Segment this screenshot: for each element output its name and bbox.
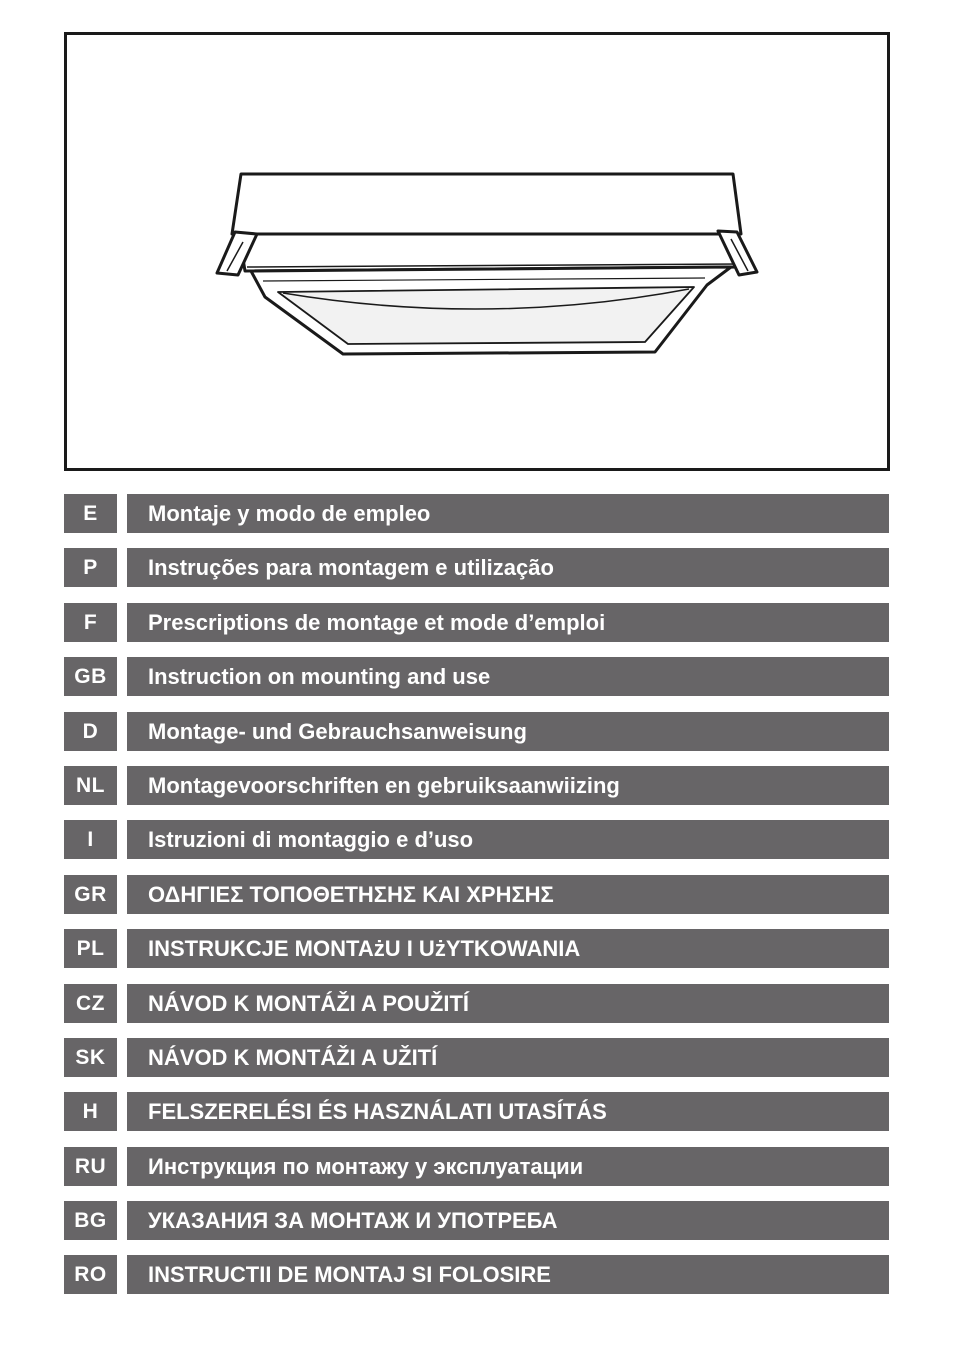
language-row (64, 548, 889, 587)
product-illustration-frame (64, 32, 890, 471)
language-code-badge: E (64, 494, 117, 533)
language-code-badge: PL (64, 929, 117, 968)
language-code-badge: CZ (64, 984, 117, 1023)
language-title-bar: Instruction on mounting and use (127, 657, 889, 696)
language-title-bar: FELSZERELÉSI ÉS HASZNÁLATI UTASÍTÁS (127, 1092, 889, 1131)
language-row (64, 984, 889, 1023)
language-row (64, 1147, 889, 1186)
language-row (64, 657, 889, 696)
language-row (64, 494, 889, 533)
language-row (64, 875, 889, 914)
language-code-badge: H (64, 1092, 117, 1131)
language-row (64, 1255, 889, 1294)
language-row (64, 712, 889, 751)
language-title-bar: Instruções para montagem e utilização (127, 548, 889, 587)
language-code-badge: I (64, 820, 117, 859)
language-title-bar: Montage- und Gebrauchsanweisung (127, 712, 889, 751)
language-title-bar: Montagevoorschriften en gebruiksaanwiizing (127, 766, 889, 805)
language-code-badge: BG (64, 1201, 117, 1240)
language-code-badge: RU (64, 1147, 117, 1186)
language-code-badge: NL (64, 766, 117, 805)
language-code-badge: F (64, 603, 117, 642)
language-title-bar: NÁVOD K MONTÁŽI A POUŽITÍ (127, 984, 889, 1023)
language-row (64, 820, 889, 859)
language-code-badge: D (64, 712, 117, 751)
language-title-bar: Istruzioni di montaggio e d’uso (127, 820, 889, 859)
language-title-bar: Prescriptions de montage et mode d’emploi (127, 603, 889, 642)
language-row (64, 1038, 889, 1077)
language-title-bar: Инструкция по монтажу у эксплуатации (127, 1147, 889, 1186)
language-title-bar: NÁVOD K MONTÁŽI A UŽITÍ (127, 1038, 889, 1077)
language-row (64, 766, 889, 805)
language-row (64, 929, 889, 968)
language-index (64, 494, 889, 1310)
range-hood-illustration (67, 35, 887, 468)
language-row (64, 1092, 889, 1131)
language-code-badge: SK (64, 1038, 117, 1077)
language-title-bar: ΟΔΗΓΙΕΣ ΤΟΠΟΘΕΤΗΣΗΣ ΚΑΙ ΧΡΗΣΗΣ (127, 875, 889, 914)
language-row (64, 603, 889, 642)
language-code-badge: P (64, 548, 117, 587)
language-row (64, 1201, 889, 1240)
language-title-bar: УКАЗАНИЯ ЗА МОНТАЖ И УПОТРЕБА (127, 1201, 889, 1240)
language-code-badge: GR (64, 875, 117, 914)
language-title-bar: INSTRUKCJE MONTAżU I UżYTKOWANIA (127, 929, 889, 968)
language-title-bar: Montaje y modo de empleo (127, 494, 889, 533)
language-code-badge: RO (64, 1255, 117, 1294)
language-code-badge: GB (64, 657, 117, 696)
language-title-bar: INSTRUCTII DE MONTAJ SI FOLOSIRE (127, 1255, 889, 1294)
